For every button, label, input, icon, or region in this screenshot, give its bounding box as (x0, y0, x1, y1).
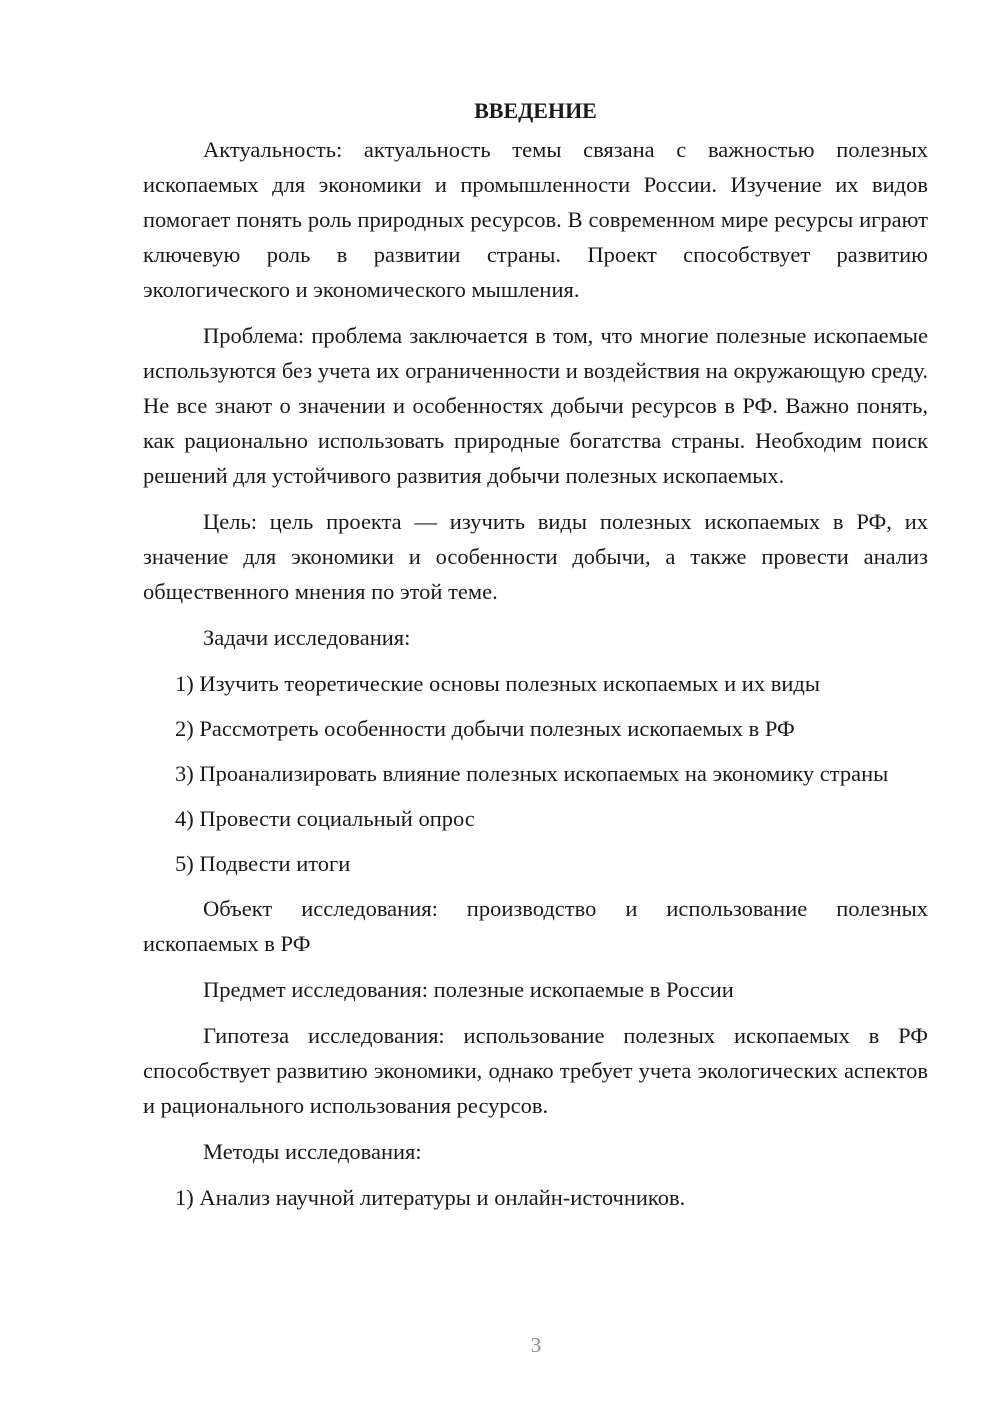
task-item-1: 1) Изучить теоретические основы полезных ископаемых и их виды (175, 671, 820, 696)
task-item-2: 2) Рассмотреть особенности добычи полезных ископаемых в РФ (175, 716, 795, 741)
paragraph-subject: Предмет исследования: полезные ископаемые в России (203, 977, 734, 1002)
tasks-heading: Задачи исследования: (203, 625, 411, 650)
task-item-5: 5) Подвести итоги (175, 851, 351, 876)
paragraph-hypothesis: Гипотеза исследования: использование полезных ископаемых в РФ способствует развитию экономики, однако требует учета экологических аспектов и рационального использования ресурсов. (143, 1023, 928, 1118)
method-item-1: 1) Анализ научной литературы и онлайн-источников. (175, 1185, 686, 1210)
task-item-3: 3) Проанализировать влияние полезных ископаемых на экономику страны (175, 761, 889, 786)
page-number: 3 (530, 1333, 542, 1357)
task-item-4: 4) Провести социальный опрос (175, 806, 475, 831)
paragraph-relevance: Актуальность: актуальность темы связана с важностью полезных ископаемых для экономики и промышленности России. Изучение их видов помогает понять роль природных ресурсов. В современном мире ресурсы играют ключевую роль в развитии страны. Проект способствует развитию экологического и экономического мышления. (143, 137, 928, 302)
document-page (143, 96, 928, 1225)
paragraph-problem: Проблема: проблема заключается в том, что многие полезные ископаемые используются без учета их ограниченности и воздействия на окружающую среду. Не все знают о значении и особенностях добычи ресурсов в РФ. Важно понять, как рационально использовать природные богатства страны. Необходим поиск решений для устойчивого развития добычи полезных ископаемых. (143, 323, 928, 488)
paragraph-object: Объект исследования: производство и использование полезных ископаемых в РФ (143, 896, 928, 956)
paragraph-goal: Цель: цель проекта — изучить виды полезных ископаемых в РФ, их значение для экономики и особенности добычи, а также провести анализ общественного мнения по этой теме. (143, 509, 928, 604)
methods-heading: Методы исследования: (203, 1139, 422, 1164)
section-title: ВВЕДЕНИЕ (474, 98, 597, 123)
